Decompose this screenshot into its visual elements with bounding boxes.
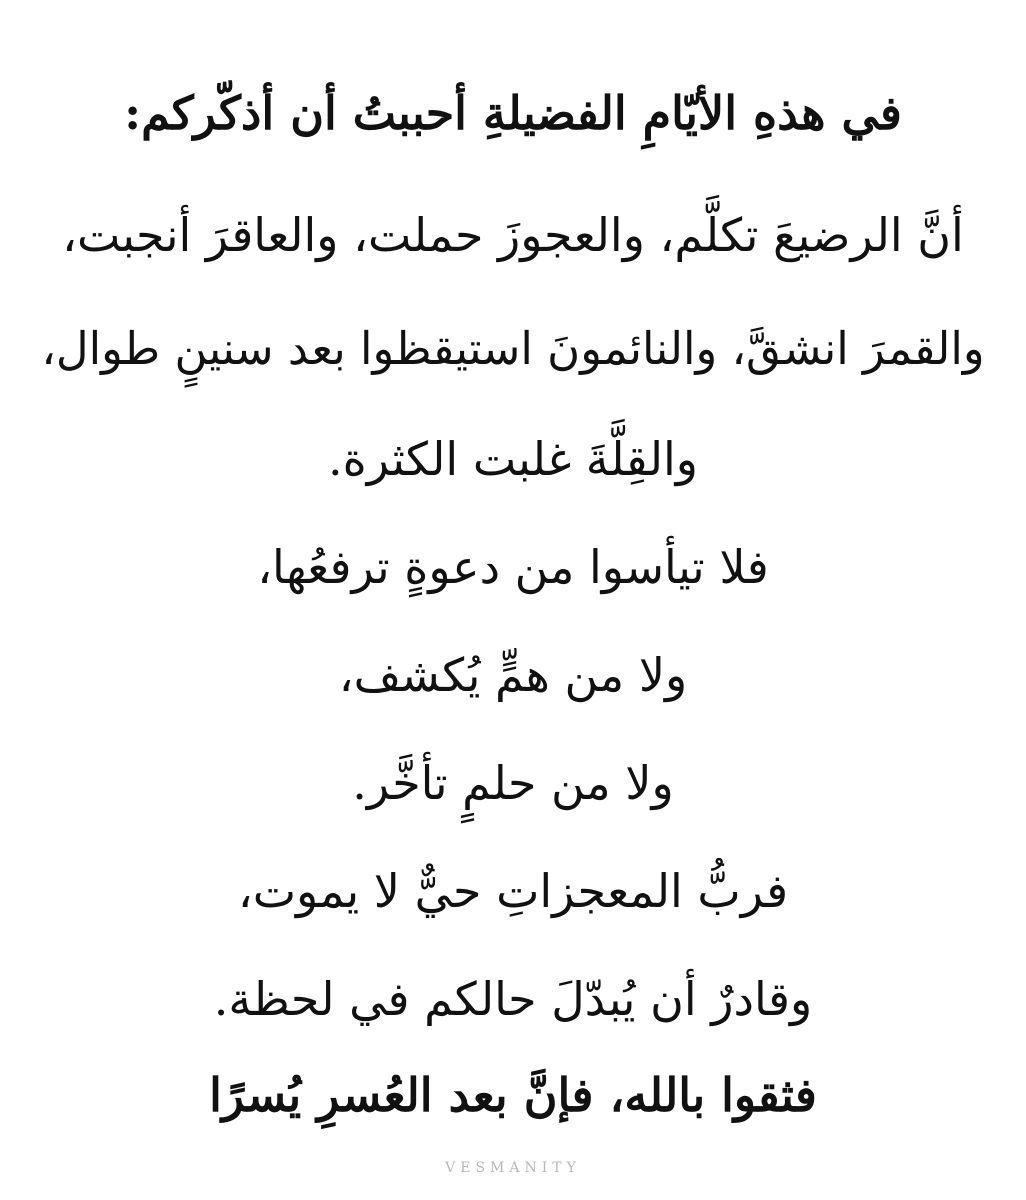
quote-line-3: والقِلَّةَ غلبت الكثرة. [328,432,698,486]
quote-line-8: وقادرٌ أن يُبدّلَ حالكم في لحظة. [213,972,813,1026]
quote-line-2: والقمرَ انشقَّ، والنائمونَ استيقظوا بعد سنينٍ طوال، [41,322,985,375]
quote-heading: في هذهِ الأيّامِ الفضيلةِ أحببتُ أن أذكّركم: [124,86,902,140]
quote-line-6: ولا من حلمٍ تأخَّر. [352,756,674,810]
watermark: VESMANITY [445,1160,581,1176]
quote-line-1: أنَّ الرضيعَ تكلَّم، والعجوزَ حملت، والعاقرَ أنجبت، [62,208,964,262]
quote-line-4: فلا تيأسوا من دعوةٍ ترفعُها، [257,540,769,594]
quote-line-5: ولا من همٍّ يُكشف، [338,648,688,702]
quote-closing-line: فثقوا بالله، فإنَّ بعد العُسرِ يُسرًا [209,1068,817,1122]
quote-line-7: فربُّ المعجزاتِ حيٌّ لا يموت، [237,864,789,918]
